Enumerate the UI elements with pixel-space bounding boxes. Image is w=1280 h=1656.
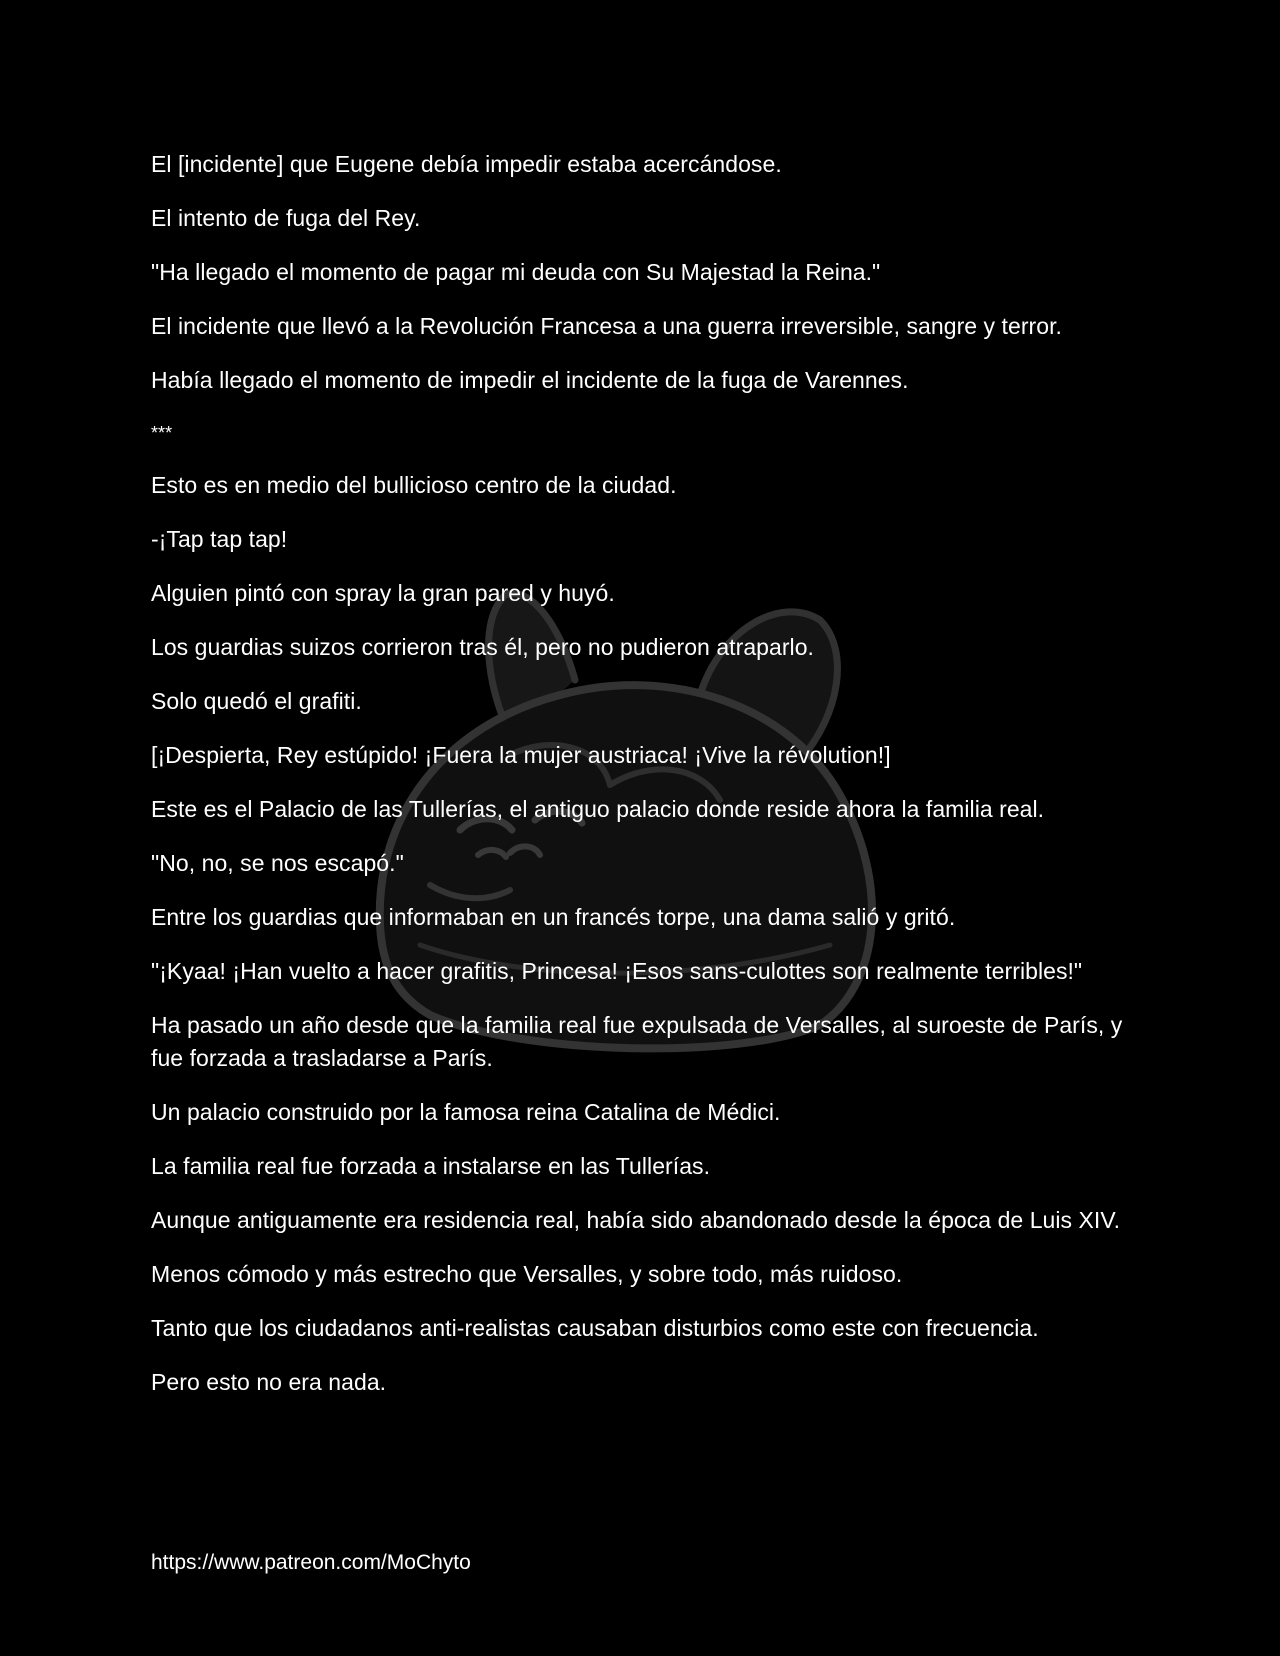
paragraph: El [incidente] que Eugene debía impedir estaba acercándose. — [151, 151, 782, 177]
paragraph: "Ha llegado el momento de pagar mi deuda con Su Majestad la Reina." — [151, 259, 881, 285]
scene-break: *** — [151, 423, 173, 443]
paragraph: Entre los guardias que informaban en un francés torpe, una dama salió y gritó. — [151, 904, 956, 930]
paragraph: Un palacio construido por la famosa reina Catalina de Médici. — [151, 1099, 781, 1125]
paragraph: Aunque antiguamente era residencia real, había sido abandonado desde la época de Luis XIV. — [151, 1207, 1121, 1233]
paragraph: Menos cómodo y más estrecho que Versalles, y sobre todo, más ruidoso. — [151, 1261, 903, 1287]
paragraph: [¡Despierta, Rey estúpido! ¡Fuera la mujer austriaca! ¡Vive la révolution!] — [151, 742, 891, 768]
paragraph: Este es el Palacio de las Tullerías, el antiguo palacio donde reside ahora la familia real. — [151, 796, 1045, 822]
paragraph: El intento de fuga del Rey. — [151, 205, 421, 231]
paragraph: Había llegado el momento de impedir el incidente de la fuga de Varennes. — [151, 367, 909, 393]
paragraph: El incidente que llevó a la Revolución Francesa a una guerra irreversible, sangre y terror. — [151, 313, 1062, 339]
paragraph: Los guardias suizos corrieron tras él, pero no pudieron atraparlo. — [151, 634, 814, 660]
paragraph: -¡Tap tap tap! — [151, 526, 288, 552]
paragraph: Esto es en medio del bullicioso centro de la ciudad. — [151, 472, 677, 498]
patreon-link[interactable]: https://www.patreon.com/MoChyto — [151, 1551, 471, 1574]
paragraph: Ha pasado un año desde que la familia real fue expulsada de Versalles, al suroeste de París, y fue forzada a trasladarse a París. — [151, 1012, 1123, 1071]
document-body — [151, 148, 1131, 1420]
paragraph: "¡Kyaa! ¡Han vuelto a hacer grafitis, Princesa! ¡Esos sans-culottes son realmente terribles!" — [151, 958, 1083, 984]
paragraph: "No, no, se nos escapó." — [151, 850, 404, 876]
paragraph: La familia real fue forzada a instalarse en las Tullerías. — [151, 1153, 711, 1179]
paragraph: Solo quedó el grafiti. — [151, 688, 362, 714]
paragraph: Pero esto no era nada. — [151, 1369, 387, 1395]
paragraph: Alguien pintó con spray la gran pared y huyó. — [151, 580, 615, 606]
paragraph: Tanto que los ciudadanos anti-realistas causaban disturbios como este con frecuencia. — [151, 1315, 1039, 1341]
